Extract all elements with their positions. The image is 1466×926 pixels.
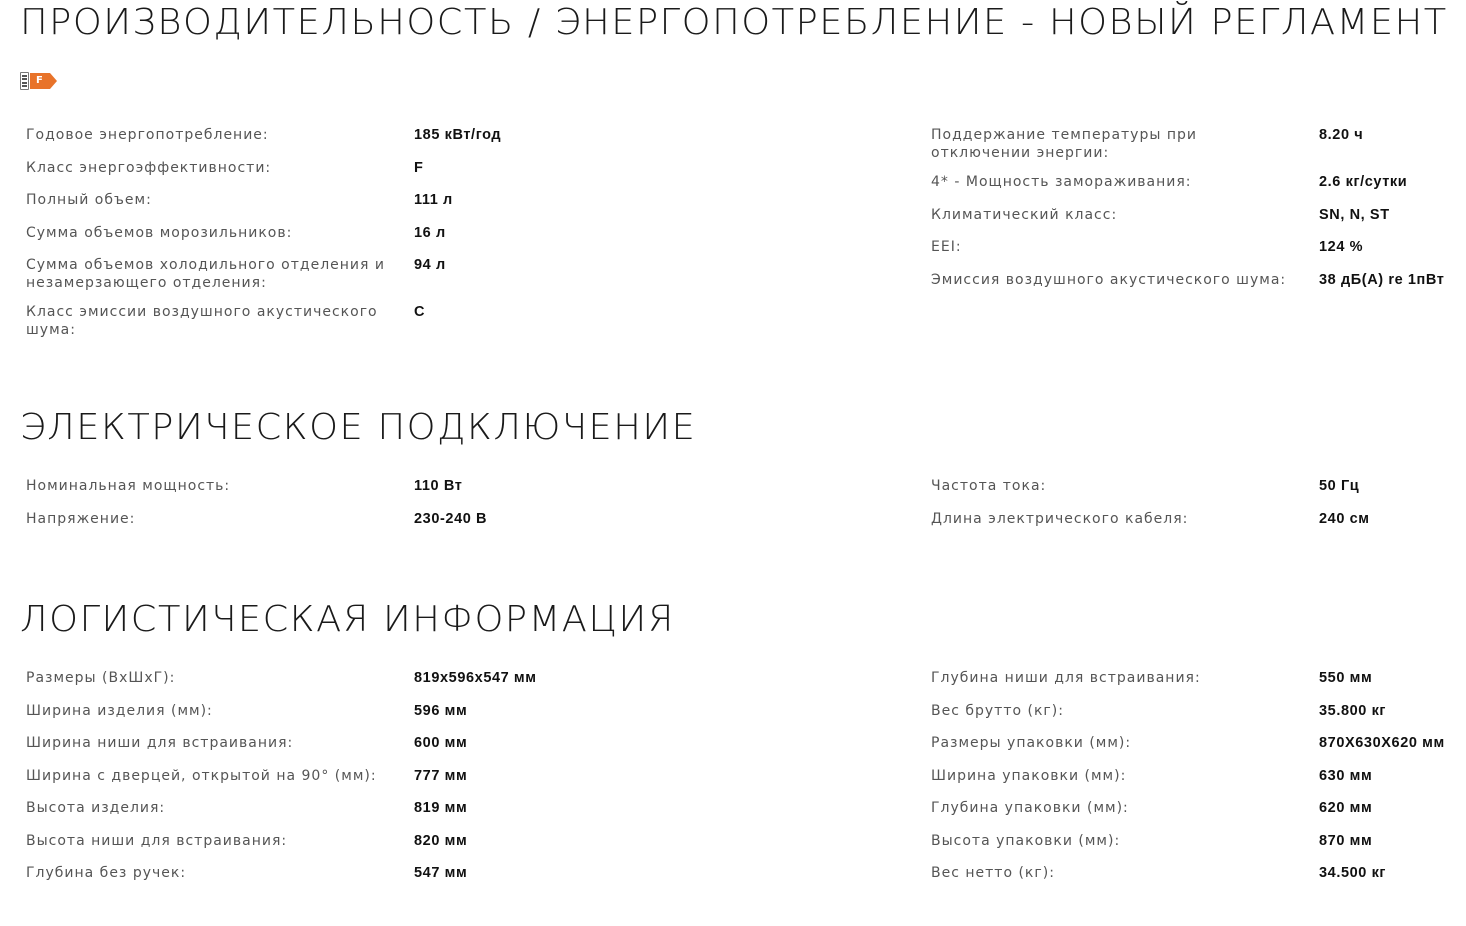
spec-value: 819x596x547 мм <box>414 670 537 686</box>
spec-row <box>26 864 566 882</box>
spec-row <box>931 206 1466 224</box>
logistics-specs-left <box>26 669 566 897</box>
spec-value: 240 см <box>1319 510 1370 527</box>
spec-value: C <box>414 304 426 320</box>
spec-label: Высота ниши для встраивания: <box>26 832 288 849</box>
spec-label: Напряжение: <box>26 510 136 527</box>
spec-label: Размеры упаковки (мм): <box>931 735 1132 751</box>
spec-row <box>26 669 566 687</box>
spec-value: 2.6 кг/сутки <box>1319 174 1408 190</box>
spec-label: Полный объем: <box>26 192 152 208</box>
spec-label: Поддержание температуры при отключении энергии: <box>931 127 1197 161</box>
spec-row <box>931 477 1466 495</box>
spec-row <box>26 126 566 144</box>
spec-row <box>26 734 566 752</box>
spec-label: Ширина с дверцей, открытой на 90° (мм): <box>26 767 377 784</box>
spec-label: Ширина изделия (мм): <box>26 702 213 719</box>
spec-row <box>931 702 1466 720</box>
spec-value: 38 дБ(A) re 1пВт <box>1319 271 1445 288</box>
spec-value: 124 % <box>1319 239 1364 255</box>
spec-row <box>26 832 566 850</box>
spec-value: 547 мм <box>414 865 468 881</box>
spec-value: 596 мм <box>414 702 468 719</box>
spec-value: 820 мм <box>414 832 468 849</box>
spec-value: 8.20 ч <box>1319 127 1364 143</box>
spec-value: 94 л <box>414 257 446 273</box>
energy-scale-icon <box>20 72 29 90</box>
spec-row <box>26 159 566 177</box>
spec-value: 34.500 кг <box>1319 865 1387 881</box>
energy-class-letter: F <box>30 73 50 89</box>
spec-value: 185 кВт/год <box>414 127 502 143</box>
spec-value: 870 мм <box>1319 832 1373 849</box>
spec-label: Частота тока: <box>931 478 1047 494</box>
spec-value: 819 мм <box>414 800 468 816</box>
spec-label: Высота изделия: <box>26 800 166 816</box>
spec-label: Размеры (ВхШхГ): <box>26 670 176 686</box>
spec-value: 230-240 В <box>414 510 488 527</box>
spec-value: 630 мм <box>1319 767 1373 784</box>
spec-label: Глубина без ручек: <box>26 865 187 881</box>
spec-value: F <box>414 159 424 176</box>
spec-row <box>26 191 566 209</box>
spec-row <box>931 734 1466 752</box>
electrical-specs-left <box>26 477 566 542</box>
spec-label: Глубина упаковки (мм): <box>931 800 1129 816</box>
spec-value: 777 мм <box>414 767 468 784</box>
spec-row <box>931 669 1466 687</box>
spec-value: SN, N, ST <box>1319 206 1390 223</box>
energy-class-badge[interactable] <box>20 71 54 91</box>
spec-label: Вес брутто (кг): <box>931 702 1064 719</box>
spec-label: Класс эмиссии воздушного акустического шума: <box>26 304 378 338</box>
spec-label: Эмиссия воздушного акустического шума: <box>931 271 1287 288</box>
electrical-specs-right <box>931 477 1466 542</box>
spec-row <box>931 173 1466 191</box>
spec-label: EEI: <box>931 239 962 255</box>
performance-specs-left <box>26 126 566 350</box>
performance-specs-right <box>931 126 1466 303</box>
spec-label: Высота упаковки (мм): <box>931 832 1121 849</box>
spec-label: Длина электрического кабеля: <box>931 510 1189 527</box>
spec-label: 4* - Мощность замораживания: <box>931 174 1192 190</box>
spec-value: 620 мм <box>1319 800 1373 816</box>
spec-row <box>931 767 1466 785</box>
spec-value: 550 мм <box>1319 670 1373 686</box>
spec-label: Номинальная мощность: <box>26 478 231 494</box>
spec-value: 35.800 кг <box>1319 702 1387 719</box>
section-title-performance: ПРОИЗВОДИТЕЛЬНОСТЬ / ЭНЕРГОПОТРЕБЛЕНИЕ - НОВЫЙ РЕГЛАМЕНТ <box>20 2 1448 43</box>
spec-value: 16 л <box>414 224 446 241</box>
spec-row <box>26 510 566 528</box>
spec-value: 870X630X620 мм <box>1319 735 1445 751</box>
spec-row <box>931 510 1466 528</box>
spec-value: 600 мм <box>414 735 468 751</box>
spec-label: Сумма объемов холодильного отделения и незамерзающего отделения: <box>26 257 385 291</box>
spec-row <box>931 271 1466 289</box>
spec-label: Ширина ниши для встраивания: <box>26 735 294 751</box>
spec-value: 50 Гц <box>1319 478 1360 494</box>
spec-row <box>931 832 1466 850</box>
spec-row <box>26 256 566 292</box>
spec-row <box>931 238 1466 256</box>
spec-row <box>26 799 566 817</box>
spec-label: Климатический класс: <box>931 206 1118 223</box>
spec-row <box>931 126 1466 162</box>
logistics-specs-right <box>931 669 1466 897</box>
spec-row <box>26 767 566 785</box>
spec-row <box>26 224 566 242</box>
spec-label: Сумма объемов морозильников: <box>26 224 293 241</box>
spec-label: Глубина ниши для встраивания: <box>931 670 1201 686</box>
spec-row <box>931 799 1466 817</box>
spec-value: 110 Вт <box>414 478 463 494</box>
spec-label: Годовое энергопотребление: <box>26 127 269 143</box>
spec-row <box>26 702 566 720</box>
section-title-electrical: ЭЛЕКТРИЧЕСКОЕ ПОДКЛЮЧЕНИЕ <box>20 407 697 448</box>
spec-label: Класс энергоэффективности: <box>26 159 272 176</box>
spec-label: Вес нетто (кг): <box>931 865 1055 881</box>
spec-row <box>26 477 566 495</box>
spec-row <box>931 864 1466 882</box>
spec-row <box>26 303 566 339</box>
spec-value: 111 л <box>414 192 453 208</box>
spec-label: Ширина упаковки (мм): <box>931 767 1127 784</box>
section-title-logistics: ЛОГИСТИЧЕСКАЯ ИНФОРМАЦИЯ <box>20 599 675 640</box>
